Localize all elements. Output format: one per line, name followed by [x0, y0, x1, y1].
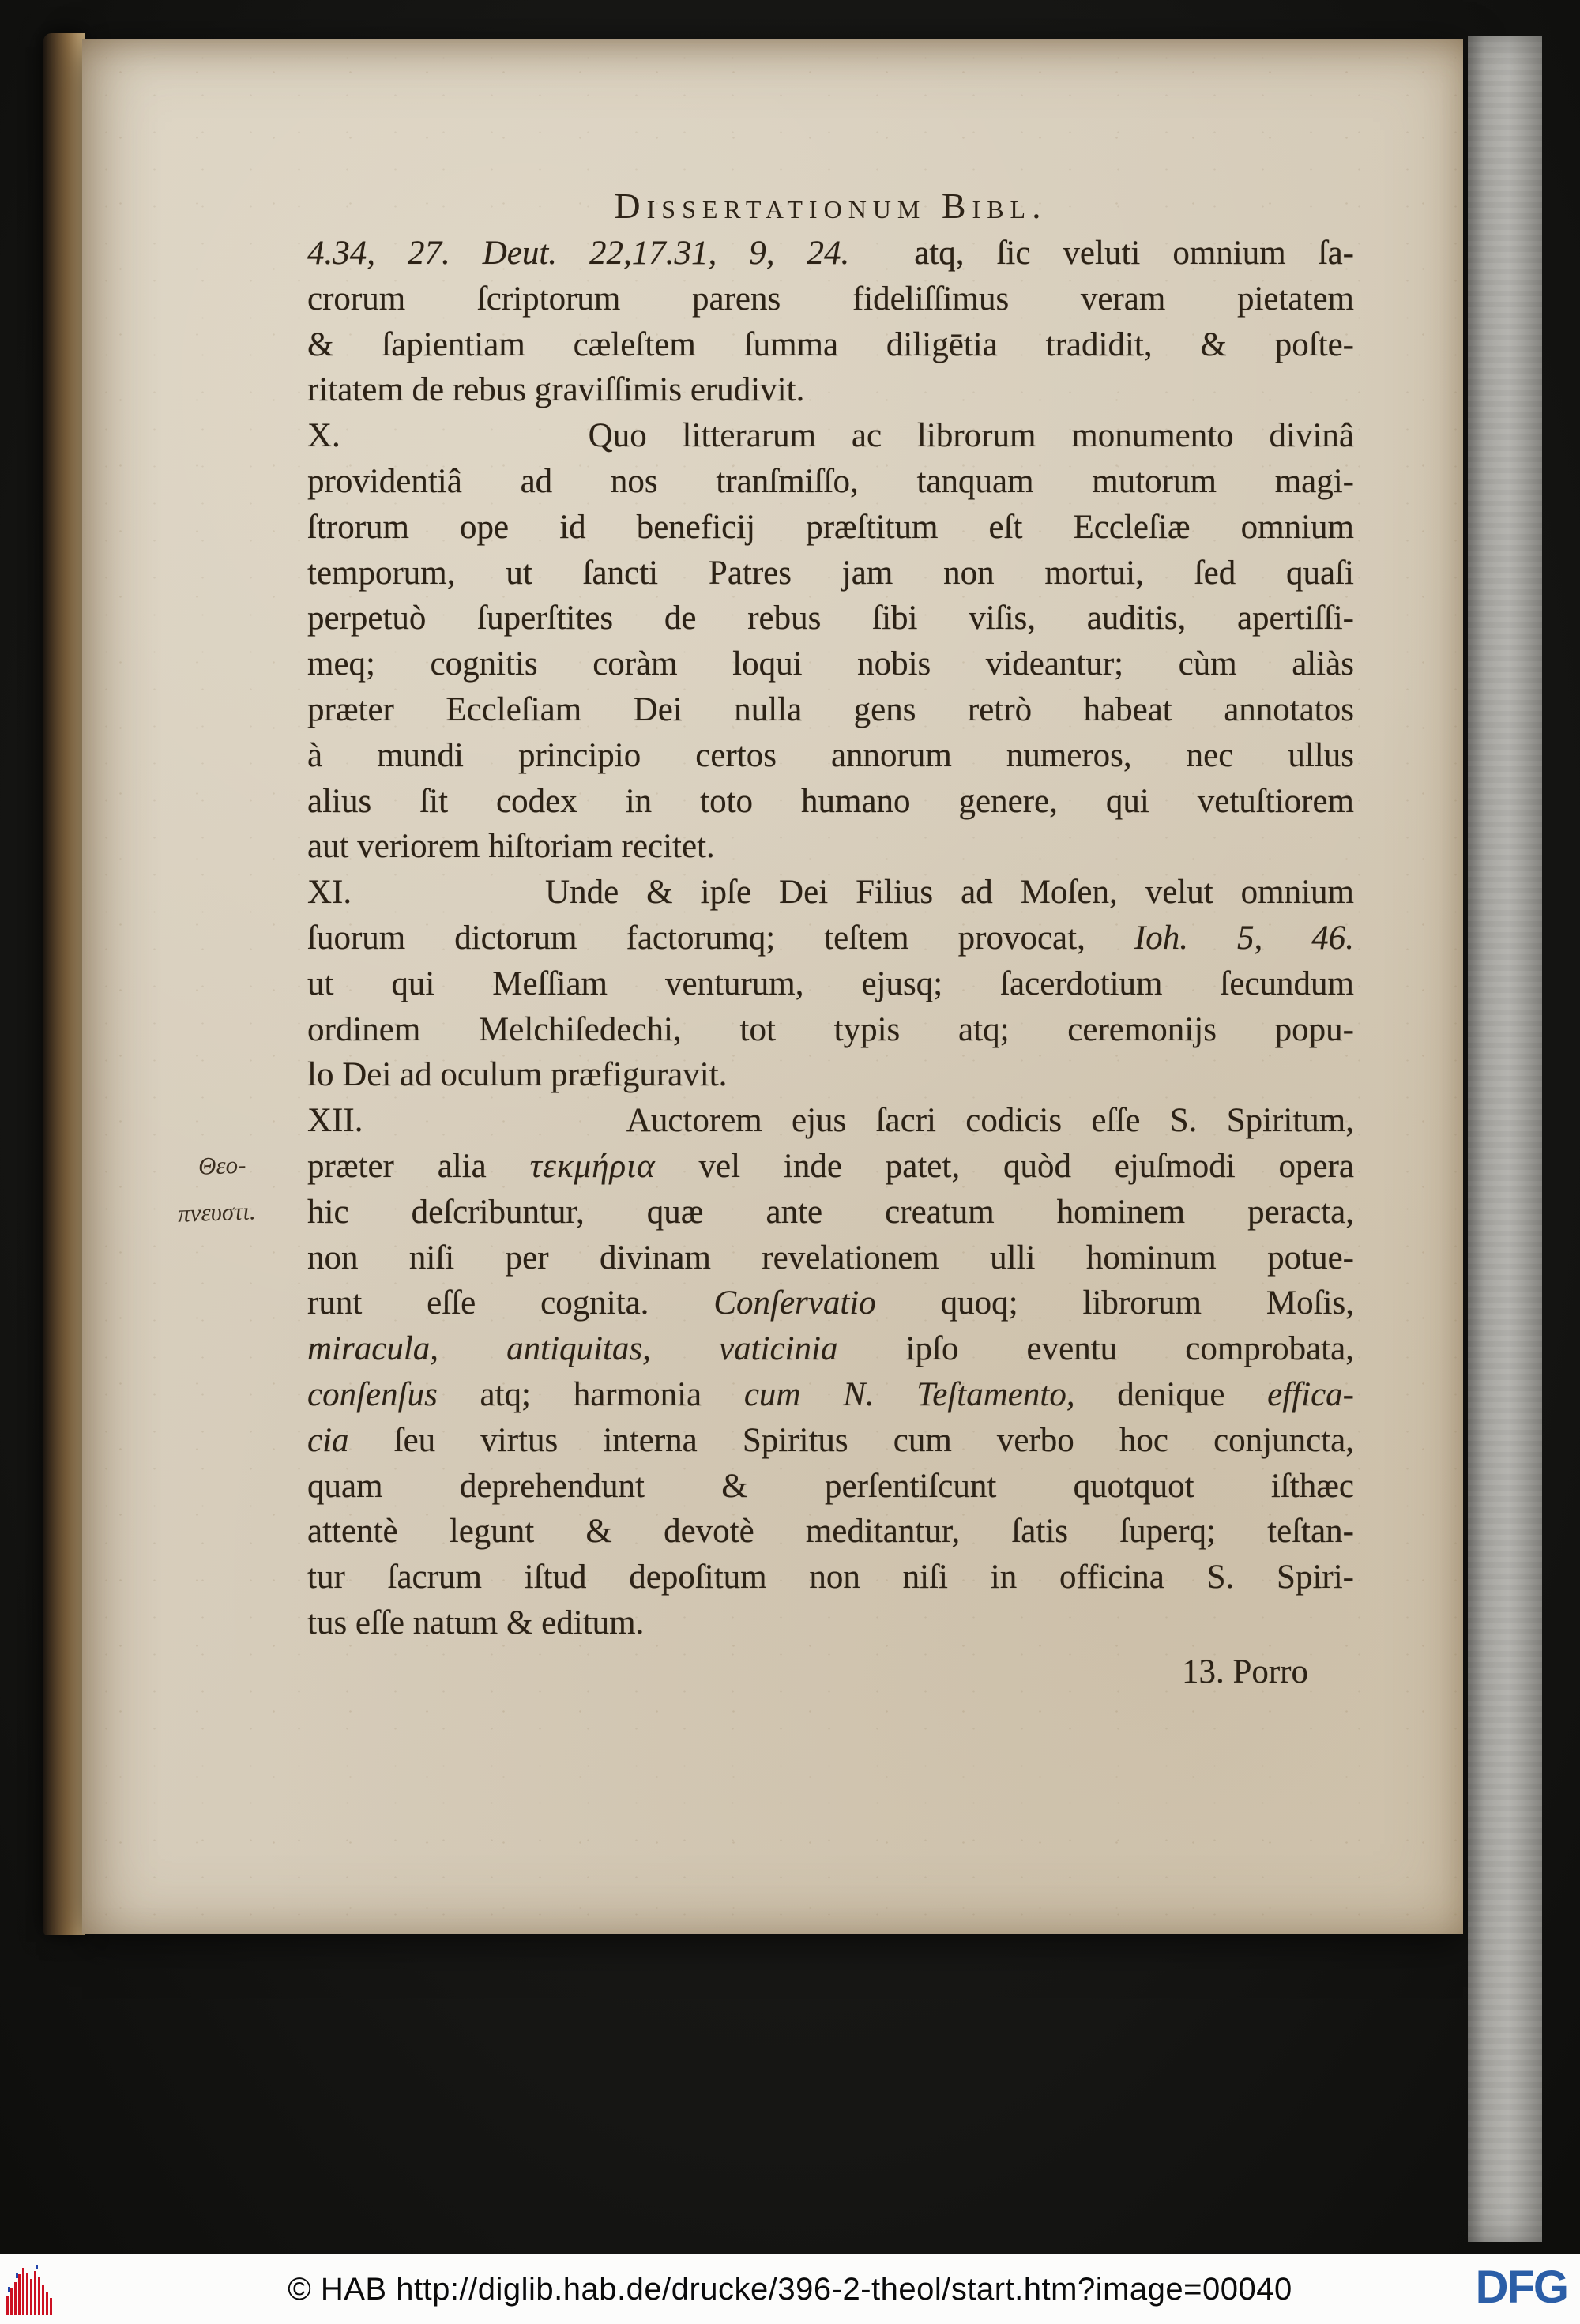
margin-note [175, 1141, 257, 1236]
text-line: X. Quo litterarum ac librorum monumento divinâ [307, 417, 1354, 455]
text-line: tur ſacrum iſtud depoſitum non niſi in officina S. Spiri- [307, 1559, 1354, 1596]
text-line: lo Dei ad oculum præfiguravit. [307, 1056, 728, 1094]
text-line: non niſi per divinam revelationem ulli hominum potue- [307, 1239, 1354, 1277]
text-line: conſenſus atq; harmonia cum N. Teſtamento, denique effica- [307, 1375, 1354, 1413]
footer-bar [0, 2254, 1580, 2324]
text-line: à mundi principio certos annorum numeros, nec ullus [307, 736, 1354, 774]
text-line: XI. Unde & ipſe Dei Filius ad Moſen, velut omnium [307, 874, 1354, 912]
text-line: attentè legunt & devotè meditantur, ſatis ſuperq; teſtan- [307, 1513, 1354, 1551]
text-line: & ſapientiam cæleſtem ſumma diligētia tradidit, & poſte- [307, 325, 1354, 363]
text-line: aut veriorem hiſtoriam recitet. [307, 828, 715, 866]
text-line: temporum, ut ſancti Patres jam non mortui, ſed quaſi [307, 554, 1354, 592]
text-line: XII. Auctorem ejus ſacri codicis eſſe S. Spiritum, [307, 1102, 1354, 1140]
text-line: ordinem Melchiſedechi, tot typis atq; ceremonijs popu- [307, 1010, 1354, 1048]
running-header: Dissertationum Bibl. [614, 186, 1048, 226]
copyright-text: © HAB http://diglib.hab.de/drucke/396-2-theol/start.htm?image=00040 [288, 2271, 1292, 2307]
text-line: hic deſcribuntur, quæ ante creatum hominem peracta, [307, 1193, 1354, 1231]
next-page-edge [1468, 36, 1542, 2242]
book-page-edges [43, 33, 85, 1935]
dfg-logo: DFG [1475, 2262, 1567, 2313]
text-line: runt eſſe cognita. Conſervatio quoq; librorum Moſis, [307, 1284, 1354, 1322]
text-line: ritatem de rebus graviſſimis erudivit. [307, 371, 805, 409]
text-line: crorum ſcriptorum parens fideliſſimus veram pietatem [307, 280, 1354, 318]
hab-barcode-logo [6, 2265, 63, 2315]
text-line: ſtrorum ope id beneficij præſtitum eſt Eccleſiæ omnium [307, 508, 1354, 546]
text-line: alius ſit codex in toto humano genere, qui vetuſtiorem [307, 782, 1354, 820]
catchword: 13. Porro [1181, 1653, 1308, 1690]
text-line: 4.34, 27. Deut. 22,17.31, 9, 24. atq, ſic veluti omnium ſa- [307, 235, 1354, 272]
text-line: ut qui Meſſiam venturum, ejusq; ſacerdotium ſecundum [307, 965, 1354, 1002]
text-line: miracula, antiquitas, vaticinia ipſo eventu comprobata, [307, 1330, 1354, 1368]
margin-note-line: Θεο- [198, 1150, 246, 1180]
text-line: perpetuò ſuperſtites de rebus ſibi viſis, auditis, apertiſſi- [307, 600, 1354, 637]
text-line: meq; cognitis coràm loqui nobis videantur; cùm aliàs [307, 645, 1354, 683]
margin-note-line: πνευστι. [177, 1197, 257, 1228]
text-line: providentiâ ad nos tranſmiſſo, tanquam mutorum magi- [307, 462, 1354, 500]
body-text [307, 231, 1354, 1646]
text-line: ſuorum dictorum factorumq; teſtem provocat, Ioh. 5, 46. [307, 919, 1354, 957]
text-line: cia ſeu virtus interna Spiritus cum verbo hoc conjuncta, [307, 1421, 1354, 1459]
text-line: præter alia τεκμήρια vel inde patet, quòd ejuſmodi opera [307, 1147, 1354, 1185]
text-line: præter Eccleſiam Dei nulla gens retrò habeat annotatos [307, 690, 1354, 728]
book-page-scan [82, 39, 1463, 1934]
text-line: tus eſſe natum & editum. [307, 1604, 645, 1641]
text-line: quam deprehendunt & perſentiſcunt quotquot iſthæc [307, 1467, 1354, 1505]
